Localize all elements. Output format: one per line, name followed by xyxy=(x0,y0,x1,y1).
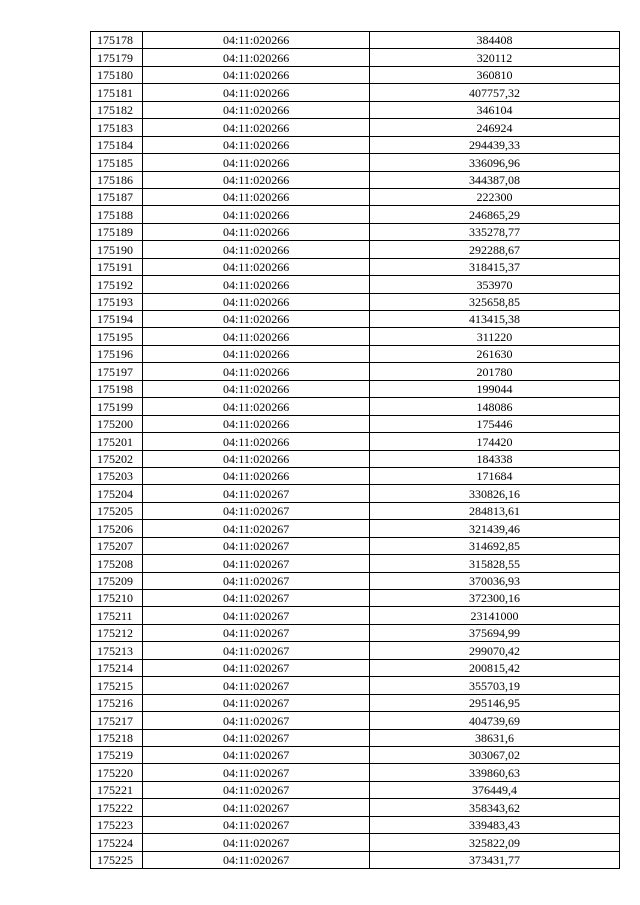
cadastral-code-cell: 04:11:020267 xyxy=(143,781,370,798)
amount-cell: 339483,43 xyxy=(370,816,620,833)
row-id-cell: 175216 xyxy=(91,694,143,711)
cadastral-code-cell: 04:11:020266 xyxy=(143,415,370,432)
amount-cell: 370036,93 xyxy=(370,572,620,589)
row-id-cell: 175200 xyxy=(91,415,143,432)
amount-cell: 336096,96 xyxy=(370,154,620,171)
amount-cell: 407757,32 xyxy=(370,84,620,101)
row-id-cell: 175183 xyxy=(91,119,143,136)
table-row xyxy=(91,398,620,415)
amount-cell: 360810 xyxy=(370,66,620,83)
cadastral-code-cell: 04:11:020266 xyxy=(143,450,370,467)
row-id-cell: 175195 xyxy=(91,328,143,345)
table-row xyxy=(91,642,620,659)
table-row xyxy=(91,485,620,502)
table-row xyxy=(91,537,620,554)
cadastral-code-cell: 04:11:020267 xyxy=(143,502,370,519)
amount-cell: 346104 xyxy=(370,101,620,118)
cadastral-code-cell: 04:11:020266 xyxy=(143,398,370,415)
row-id-cell: 175205 xyxy=(91,502,143,519)
cadastral-code-cell: 04:11:020267 xyxy=(143,590,370,607)
table-row xyxy=(91,345,620,362)
table-row xyxy=(91,380,620,397)
cadastral-code-cell: 04:11:020266 xyxy=(143,49,370,66)
row-id-cell: 175178 xyxy=(91,32,143,49)
table-row xyxy=(91,276,620,293)
row-id-cell: 175187 xyxy=(91,188,143,205)
table-row xyxy=(91,659,620,676)
cadastral-code-cell: 04:11:020267 xyxy=(143,694,370,711)
cadastral-code-cell: 04:11:020266 xyxy=(143,66,370,83)
row-id-cell: 175188 xyxy=(91,206,143,223)
cadastral-code-cell: 04:11:020267 xyxy=(143,555,370,572)
table-row xyxy=(91,450,620,467)
amount-cell: 23141000 xyxy=(370,607,620,624)
table-row xyxy=(91,49,620,66)
table-row xyxy=(91,677,620,694)
table-row xyxy=(91,572,620,589)
amount-cell: 330826,16 xyxy=(370,485,620,502)
amount-cell: 311220 xyxy=(370,328,620,345)
table-row xyxy=(91,520,620,537)
table-row xyxy=(91,433,620,450)
amount-cell: 292288,67 xyxy=(370,241,620,258)
amount-cell: 372300,16 xyxy=(370,590,620,607)
row-id-cell: 175181 xyxy=(91,84,143,101)
cadastral-code-cell: 04:11:020266 xyxy=(143,223,370,240)
table-row xyxy=(91,834,620,851)
cadastral-code-cell: 04:11:020267 xyxy=(143,659,370,676)
cadastral-code-cell: 04:11:020266 xyxy=(143,363,370,380)
cadastral-code-cell: 04:11:020267 xyxy=(143,537,370,554)
row-id-cell: 175191 xyxy=(91,258,143,275)
table-row xyxy=(91,624,620,641)
amount-cell: 375694,99 xyxy=(370,624,620,641)
amount-cell: 353970 xyxy=(370,276,620,293)
row-id-cell: 175224 xyxy=(91,834,143,851)
table-row xyxy=(91,101,620,118)
table-row xyxy=(91,136,620,153)
row-id-cell: 175221 xyxy=(91,781,143,798)
amount-cell: 376449,4 xyxy=(370,781,620,798)
table-row xyxy=(91,746,620,763)
amount-cell: 148086 xyxy=(370,398,620,415)
amount-cell: 200815,42 xyxy=(370,659,620,676)
amount-cell: 321439,46 xyxy=(370,520,620,537)
cadastral-code-cell: 04:11:020267 xyxy=(143,834,370,851)
row-id-cell: 175201 xyxy=(91,433,143,450)
cadastral-code-cell: 04:11:020266 xyxy=(143,293,370,310)
cadastral-code-cell: 04:11:020266 xyxy=(143,328,370,345)
table-row xyxy=(91,851,620,868)
cadastral-code-cell: 04:11:020266 xyxy=(143,380,370,397)
row-id-cell: 175192 xyxy=(91,276,143,293)
cadastral-code-cell: 04:11:020267 xyxy=(143,677,370,694)
table-row xyxy=(91,32,620,49)
cadastral-code-cell: 04:11:020266 xyxy=(143,311,370,328)
table-row xyxy=(91,311,620,328)
row-id-cell: 175203 xyxy=(91,467,143,484)
amount-cell: 184338 xyxy=(370,450,620,467)
row-id-cell: 175190 xyxy=(91,241,143,258)
table-row xyxy=(91,171,620,188)
row-id-cell: 175204 xyxy=(91,485,143,502)
cadastral-code-cell: 04:11:020266 xyxy=(143,154,370,171)
row-id-cell: 175215 xyxy=(91,677,143,694)
cadastral-code-cell: 04:11:020267 xyxy=(143,746,370,763)
amount-cell: 315828,55 xyxy=(370,555,620,572)
row-id-cell: 175196 xyxy=(91,345,143,362)
table-row xyxy=(91,694,620,711)
table-row xyxy=(91,712,620,729)
row-id-cell: 175212 xyxy=(91,624,143,641)
row-id-cell: 175218 xyxy=(91,729,143,746)
row-id-cell: 175211 xyxy=(91,607,143,624)
table-row xyxy=(91,363,620,380)
cadastral-code-cell: 04:11:020267 xyxy=(143,642,370,659)
cadastral-code-cell: 04:11:020267 xyxy=(143,816,370,833)
row-id-cell: 175207 xyxy=(91,537,143,554)
table-row xyxy=(91,502,620,519)
row-id-cell: 175209 xyxy=(91,572,143,589)
row-id-cell: 175189 xyxy=(91,223,143,240)
row-id-cell: 175186 xyxy=(91,171,143,188)
row-id-cell: 175214 xyxy=(91,659,143,676)
table-row xyxy=(91,154,620,171)
table-row xyxy=(91,764,620,781)
amount-cell: 335278,77 xyxy=(370,223,620,240)
cadastral-code-cell: 04:11:020267 xyxy=(143,624,370,641)
cadastral-code-cell: 04:11:020266 xyxy=(143,276,370,293)
cadastral-code-cell: 04:11:020266 xyxy=(143,119,370,136)
amount-cell: 261630 xyxy=(370,345,620,362)
table-row xyxy=(91,258,620,275)
table-row xyxy=(91,555,620,572)
table-row xyxy=(91,799,620,816)
table-row xyxy=(91,328,620,345)
cadastral-code-cell: 04:11:020267 xyxy=(143,607,370,624)
row-id-cell: 175202 xyxy=(91,450,143,467)
row-id-cell: 175180 xyxy=(91,66,143,83)
table-row xyxy=(91,84,620,101)
cadastral-code-cell: 04:11:020266 xyxy=(143,467,370,484)
row-id-cell: 175220 xyxy=(91,764,143,781)
row-id-cell: 175185 xyxy=(91,154,143,171)
table-row xyxy=(91,590,620,607)
cadastral-code-cell: 04:11:020266 xyxy=(143,258,370,275)
row-id-cell: 175197 xyxy=(91,363,143,380)
table-row xyxy=(91,467,620,484)
cadastral-code-cell: 04:11:020267 xyxy=(143,520,370,537)
table-row xyxy=(91,607,620,624)
amount-cell: 175446 xyxy=(370,415,620,432)
table-row xyxy=(91,66,620,83)
table-row xyxy=(91,119,620,136)
row-id-cell: 175217 xyxy=(91,712,143,729)
amount-cell: 246865,29 xyxy=(370,206,620,223)
amount-cell: 174420 xyxy=(370,433,620,450)
amount-cell: 344387,08 xyxy=(370,171,620,188)
row-id-cell: 175225 xyxy=(91,851,143,868)
amount-cell: 201780 xyxy=(370,363,620,380)
cadastral-code-cell: 04:11:020266 xyxy=(143,188,370,205)
row-id-cell: 175223 xyxy=(91,816,143,833)
cadastral-code-cell: 04:11:020267 xyxy=(143,572,370,589)
cadastral-code-cell: 04:11:020266 xyxy=(143,241,370,258)
row-id-cell: 175208 xyxy=(91,555,143,572)
amount-cell: 199044 xyxy=(370,380,620,397)
amount-cell: 355703,19 xyxy=(370,677,620,694)
table-row xyxy=(91,241,620,258)
amount-cell: 413415,38 xyxy=(370,311,620,328)
table-row xyxy=(91,816,620,833)
amount-cell: 384408 xyxy=(370,32,620,49)
amount-cell: 314692,85 xyxy=(370,537,620,554)
cadastral-code-cell: 04:11:020267 xyxy=(143,799,370,816)
table-row xyxy=(91,293,620,310)
table-body xyxy=(91,32,620,869)
amount-cell: 320112 xyxy=(370,49,620,66)
amount-cell: 295146,95 xyxy=(370,694,620,711)
row-id-cell: 175219 xyxy=(91,746,143,763)
amount-cell: 284813,61 xyxy=(370,502,620,519)
cadastral-code-cell: 04:11:020266 xyxy=(143,433,370,450)
amount-cell: 303067,02 xyxy=(370,746,620,763)
table-row xyxy=(91,223,620,240)
cadastral-code-cell: 04:11:020267 xyxy=(143,712,370,729)
amount-cell: 38631,6 xyxy=(370,729,620,746)
amount-cell: 222300 xyxy=(370,188,620,205)
amount-cell: 246924 xyxy=(370,119,620,136)
cadastral-code-cell: 04:11:020266 xyxy=(143,345,370,362)
data-table xyxy=(90,31,620,869)
amount-cell: 294439,33 xyxy=(370,136,620,153)
amount-cell: 339860,63 xyxy=(370,764,620,781)
cadastral-code-cell: 04:11:020267 xyxy=(143,764,370,781)
row-id-cell: 175182 xyxy=(91,101,143,118)
cadastral-code-cell: 04:11:020266 xyxy=(143,101,370,118)
row-id-cell: 175222 xyxy=(91,799,143,816)
table-row xyxy=(91,729,620,746)
table-row xyxy=(91,781,620,798)
row-id-cell: 175193 xyxy=(91,293,143,310)
table-row xyxy=(91,206,620,223)
row-id-cell: 175213 xyxy=(91,642,143,659)
row-id-cell: 175206 xyxy=(91,520,143,537)
cadastral-code-cell: 04:11:020267 xyxy=(143,485,370,502)
cadastral-code-cell: 04:11:020267 xyxy=(143,729,370,746)
amount-cell: 171684 xyxy=(370,467,620,484)
cadastral-code-cell: 04:11:020266 xyxy=(143,171,370,188)
row-id-cell: 175210 xyxy=(91,590,143,607)
table-row xyxy=(91,188,620,205)
cadastral-code-cell: 04:11:020266 xyxy=(143,206,370,223)
table-row xyxy=(91,415,620,432)
row-id-cell: 175184 xyxy=(91,136,143,153)
row-id-cell: 175194 xyxy=(91,311,143,328)
cadastral-code-cell: 04:11:020266 xyxy=(143,84,370,101)
amount-cell: 358343,62 xyxy=(370,799,620,816)
cadastral-code-cell: 04:11:020266 xyxy=(143,32,370,49)
amount-cell: 299070,42 xyxy=(370,642,620,659)
cadastral-code-cell: 04:11:020267 xyxy=(143,851,370,868)
row-id-cell: 175198 xyxy=(91,380,143,397)
amount-cell: 404739,69 xyxy=(370,712,620,729)
amount-cell: 318415,37 xyxy=(370,258,620,275)
amount-cell: 325658,85 xyxy=(370,293,620,310)
amount-cell: 325822,09 xyxy=(370,834,620,851)
amount-cell: 373431,77 xyxy=(370,851,620,868)
row-id-cell: 175199 xyxy=(91,398,143,415)
cadastral-code-cell: 04:11:020266 xyxy=(143,136,370,153)
row-id-cell: 175179 xyxy=(91,49,143,66)
